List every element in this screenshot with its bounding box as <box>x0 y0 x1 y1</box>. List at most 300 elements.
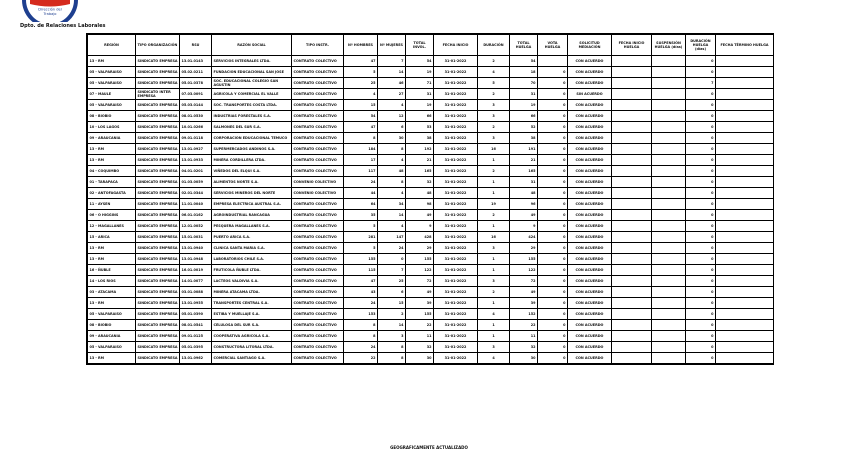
table-cell: 3 <box>478 243 510 254</box>
table-cell <box>716 166 774 177</box>
table-cell: CON ACUERDO <box>568 133 612 144</box>
table-cell <box>652 331 686 342</box>
table-cell: CONTRATO COLECTIVO <box>292 243 344 254</box>
table-cell <box>612 144 652 155</box>
table-cell <box>716 100 774 111</box>
table-cell: SINDICATO EMPRESA <box>136 232 180 243</box>
table-cell: 31-01-2022 <box>434 243 478 254</box>
table-cell: 1 <box>478 177 510 188</box>
table-cell: 31-01-2022 <box>434 188 478 199</box>
table-cell: CONTRATO COLECTIVO <box>292 331 344 342</box>
table-row <box>88 155 774 166</box>
table-cell: 7 <box>378 56 406 67</box>
table-cell: 14 <box>378 67 406 78</box>
table-cell <box>612 287 652 298</box>
table-cell: CON ACUERDO <box>568 221 612 232</box>
table-cell: 165 <box>510 166 538 177</box>
table-cell: 0 <box>686 111 716 122</box>
table-cell: 0 <box>538 100 568 111</box>
table-cell: 0 <box>686 144 716 155</box>
table-cell <box>652 111 686 122</box>
table-cell: 192 <box>406 144 434 155</box>
table-cell: 14 <box>378 320 406 331</box>
table-cell: 0 <box>686 188 716 199</box>
table-row <box>88 122 774 133</box>
table-cell: 2 <box>478 287 510 298</box>
table-cell: 2 <box>478 210 510 221</box>
direccion-trabajo-logo <box>20 0 80 22</box>
table-cell <box>716 254 774 265</box>
table-cell: 13.01.0962 <box>180 353 212 364</box>
column-header: FECHA INICIO HUELGA <box>612 35 652 56</box>
table-cell: SINDICATO EMPRESA <box>136 287 180 298</box>
table-cell <box>716 309 774 320</box>
table-cell: 13 - RM <box>88 243 136 254</box>
table-cell: 13.01.0948 <box>180 254 212 265</box>
table-cell: CON ACUERDO <box>568 309 612 320</box>
table-cell: EMPRESA ELECTRICA AUSTRAL S.A. <box>212 199 292 210</box>
table-cell: 0 <box>686 177 716 188</box>
table-cell: 13.01.0940 <box>180 243 212 254</box>
table-cell: 2 <box>478 122 510 133</box>
table-cell: 5 <box>344 67 378 78</box>
table-cell: SINDICATO EMPRESA <box>136 265 180 276</box>
table-cell: CON ACUERDO <box>568 210 612 221</box>
table-row <box>88 287 774 298</box>
table-cell: 29 <box>406 243 434 254</box>
column-header: REGIÓN <box>88 35 136 56</box>
table-cell: FUNDACION EDUCACIONAL SAN JOSE <box>212 67 292 78</box>
table-cell: CONTRATO COLECTIVO <box>292 100 344 111</box>
table-cell: 4 <box>378 155 406 166</box>
table-cell: 152 <box>510 309 538 320</box>
table-cell: 71 <box>406 78 434 89</box>
table-cell: 4 <box>378 188 406 199</box>
table-cell: 0 <box>538 265 568 276</box>
table-cell: FRUTICOLA ÑUBLE LTDA. <box>212 265 292 276</box>
table-cell: CON ACUERDO <box>568 188 612 199</box>
table-cell: 12 <box>378 111 406 122</box>
table-cell: 0 <box>686 210 716 221</box>
table-cell <box>716 89 774 100</box>
table-cell: 0 <box>538 188 568 199</box>
table-cell: 13.01.0933 <box>180 155 212 166</box>
table-cell: 0 <box>378 254 406 265</box>
table-cell: 428 <box>406 232 434 243</box>
column-header: Nº MUJERES <box>378 35 406 56</box>
table-cell <box>716 265 774 276</box>
table-cell: CON ACUERDO <box>568 56 612 67</box>
table-cell: 08.01.0541 <box>180 320 212 331</box>
table-cell: 31-01-2022 <box>434 111 478 122</box>
table-cell: CONTRATO COLECTIVO <box>292 254 344 265</box>
table-cell: CONTRATO COLECTIVO <box>292 155 344 166</box>
table-cell <box>716 221 774 232</box>
table-cell: CONVENIO COLECTIVO <box>292 188 344 199</box>
table-cell: LACTEOS VALDIVIA S.A. <box>212 276 292 287</box>
table-cell: 22 <box>406 320 434 331</box>
table-row <box>88 298 774 309</box>
table-cell: 0 <box>686 276 716 287</box>
table-cell: 8 <box>378 342 406 353</box>
logo-text-line-2: Trabajo <box>43 12 57 16</box>
table-cell: 32 <box>406 342 434 353</box>
table-cell <box>612 254 652 265</box>
table-cell: CONTRATO COLECTIVO <box>292 144 344 155</box>
table-cell: 3 <box>478 133 510 144</box>
table-cell: 0 <box>538 133 568 144</box>
table-row <box>88 232 774 243</box>
table-row <box>88 133 774 144</box>
table-cell: 0 <box>538 89 568 100</box>
table-cell: 18 <box>510 67 538 78</box>
table-cell: 12 - MAGALLANES <box>88 221 136 232</box>
table-cell: 0 <box>538 166 568 177</box>
table-cell: 06.01.0162 <box>180 210 212 221</box>
table-cell: 31-01-2022 <box>434 309 478 320</box>
table-cell: CONTRATO COLECTIVO <box>292 78 344 89</box>
table-cell <box>652 298 686 309</box>
table-cell: CON ACUERDO <box>568 276 612 287</box>
table-cell: 49 <box>510 210 538 221</box>
table-cell: CONTRATO COLECTIVO <box>292 298 344 309</box>
table-cell: CON ACUERDO <box>568 243 612 254</box>
column-header: TIPO INSTR. <box>292 35 344 56</box>
table-cell: 04.01.0201 <box>180 166 212 177</box>
table-cell: CONTRATO COLECTIVO <box>292 133 344 144</box>
table-cell: 7 <box>378 265 406 276</box>
table-cell: 05 - VALPARAISO <box>88 342 136 353</box>
table-cell <box>652 188 686 199</box>
table-cell: 9 <box>406 221 434 232</box>
table-cell: 0 <box>538 331 568 342</box>
column-header: VOTA HUELGA <box>538 35 568 56</box>
table-cell <box>612 133 652 144</box>
table-cell: 11 <box>406 331 434 342</box>
table-row <box>88 309 774 320</box>
table-cell <box>612 89 652 100</box>
table-cell: 147 <box>378 232 406 243</box>
table-cell: 16 - ÑUBLE <box>88 265 136 276</box>
column-header: DURACIÓN <box>478 35 510 56</box>
table-cell: 10 - LOS LAGOS <box>88 122 136 133</box>
table-row <box>88 265 774 276</box>
table-cell: 25 <box>344 78 378 89</box>
table-cell: SINDICATO EMPRESA <box>136 133 180 144</box>
table-cell: 31-01-2022 <box>434 221 478 232</box>
table-cell <box>652 166 686 177</box>
table-cell: 0 <box>538 254 568 265</box>
table-cell: 2 <box>478 89 510 100</box>
table-cell: 13 - RM <box>88 298 136 309</box>
table-cell: 31-01-2022 <box>434 342 478 353</box>
table-cell: 0 <box>686 298 716 309</box>
table-cell: 54 <box>510 56 538 67</box>
table-cell <box>716 232 774 243</box>
table-cell: 31-01-2022 <box>434 67 478 78</box>
header-row <box>88 35 774 56</box>
table-cell: 05 - VALPARAISO <box>88 78 136 89</box>
table-cell: 31-01-2022 <box>434 232 478 243</box>
table-cell: 1 <box>478 221 510 232</box>
table-cell: CONTRATO COLECTIVO <box>292 265 344 276</box>
table-cell: 05.01.0378 <box>180 78 212 89</box>
table-cell <box>652 144 686 155</box>
table-cell <box>716 199 774 210</box>
table-cell <box>716 133 774 144</box>
table-cell: 34 <box>378 199 406 210</box>
table-cell: 0 <box>538 276 568 287</box>
table-cell: 01.03.0059 <box>180 177 212 188</box>
table-cell: 17 <box>344 155 378 166</box>
table-cell: SINDICATO EMPRESA <box>136 210 180 221</box>
table-cell <box>612 342 652 353</box>
table-cell: 31 <box>510 89 538 100</box>
table-cell <box>612 331 652 342</box>
table-cell: 72 <box>406 276 434 287</box>
table-cell: 13 - RM <box>88 353 136 364</box>
table-cell: 44 <box>344 188 378 199</box>
table-cell: 96 <box>510 199 538 210</box>
table-cell: CONSTRUCTORA LITORAL LTDA. <box>212 342 292 353</box>
table-cell <box>652 78 686 89</box>
table-cell: 31-01-2022 <box>434 100 478 111</box>
table-cell: 0 <box>538 243 568 254</box>
table-cell: 11.01.0040 <box>180 199 212 210</box>
table-cell: SINDICATO EMPRESA <box>136 56 180 67</box>
table-cell: 09 - ARAUCANIA <box>88 331 136 342</box>
table-cell: CONTRATO COLECTIVO <box>292 166 344 177</box>
table-cell <box>652 276 686 287</box>
table-cell: CONTRATO COLECTIVO <box>292 122 344 133</box>
table-cell: 54 <box>406 56 434 67</box>
table-cell: SINDICATO EMPRESA <box>136 353 180 364</box>
table-cell <box>652 342 686 353</box>
table-cell: 15 - ARICA <box>88 232 136 243</box>
table-cell: 3 <box>478 111 510 122</box>
table-cell: 09.01.0118 <box>180 133 212 144</box>
column-header: TIPO ORGANIZACIÓN <box>136 35 180 56</box>
table-cell: 08 - BIOBIO <box>88 320 136 331</box>
table-cell: 24 <box>344 177 378 188</box>
table-cell: 0 <box>538 287 568 298</box>
table-cell: 16 <box>478 144 510 155</box>
table-cell <box>612 309 652 320</box>
table-cell: 02.01.0344 <box>180 188 212 199</box>
table-cell: 05.02.0211 <box>180 67 212 78</box>
table-cell: 31-01-2022 <box>434 199 478 210</box>
table-cell: CON ACUERDO <box>568 155 612 166</box>
table-cell: 70 <box>510 78 538 89</box>
table-cell: CON ACUERDO <box>568 100 612 111</box>
table-cell: 8 <box>378 177 406 188</box>
table-cell: 0 <box>538 111 568 122</box>
table-row <box>88 100 774 111</box>
table-cell <box>612 188 652 199</box>
table-cell <box>652 133 686 144</box>
table-cell: 31-01-2022 <box>434 287 478 298</box>
table-cell: SINDICATO EMPRESA <box>136 199 180 210</box>
table-cell: 122 <box>510 265 538 276</box>
table-cell: 3 <box>478 276 510 287</box>
table-cell <box>716 320 774 331</box>
table-cell: 31-01-2022 <box>434 276 478 287</box>
table-cell: 19 <box>406 100 434 111</box>
table-cell: 08.01.0530 <box>180 111 212 122</box>
table-cell <box>716 298 774 309</box>
table-cell: CONTRATO COLECTIVO <box>292 67 344 78</box>
table-cell: CONTRATO COLECTIVO <box>292 199 344 210</box>
table-cell: CONTRATO COLECTIVO <box>292 221 344 232</box>
table-cell <box>652 122 686 133</box>
table-cell: CON ACUERDO <box>568 177 612 188</box>
table-cell: 0 <box>686 122 716 133</box>
table-cell: 05.03.0144 <box>180 100 212 111</box>
table-cell: 48 <box>510 188 538 199</box>
table-cell: 07 - MAULE <box>88 89 136 100</box>
table-cell: 155 <box>344 254 378 265</box>
table-cell: 07.03.0091 <box>180 89 212 100</box>
table-cell: 30 <box>378 133 406 144</box>
table-cell: 31-01-2022 <box>434 89 478 100</box>
table-cell: 0 <box>686 331 716 342</box>
table-cell: 0 <box>538 342 568 353</box>
table-cell: SINDICATO EMPRESA <box>136 144 180 155</box>
table-cell <box>716 243 774 254</box>
table-cell: COMERCIAL SANTIAGO S.A. <box>212 353 292 364</box>
table-cell: SERVICIOS MINEROS DEL NORTE <box>212 188 292 199</box>
table-cell <box>538 56 568 67</box>
table-cell: 3 <box>378 331 406 342</box>
table-cell: SINDICATO EMPRESA <box>136 221 180 232</box>
table-cell <box>612 155 652 166</box>
table-cell: 31-01-2022 <box>434 56 478 67</box>
table-cell: SOC. TRANSPORTES COSTA LTDA. <box>212 100 292 111</box>
table-cell: 3 <box>478 100 510 111</box>
table-cell <box>652 232 686 243</box>
table-cell: CON ACUERDO <box>568 353 612 364</box>
table-row <box>88 221 774 232</box>
table-cell <box>612 265 652 276</box>
table-cell: 2 <box>478 56 510 67</box>
table-cell: 13 - RM <box>88 56 136 67</box>
table-cell: SINDICATO INTER EMPRESA <box>136 89 180 100</box>
table-cell: 5 <box>478 78 510 89</box>
table-cell <box>716 188 774 199</box>
table-cell: 03.01.0088 <box>180 287 212 298</box>
table-cell <box>612 210 652 221</box>
table-cell: 31-01-2022 <box>434 210 478 221</box>
table-cell: TRANSPORTES CENTRAL S.A. <box>212 298 292 309</box>
table-cell: 1 <box>478 298 510 309</box>
table-cell: 1 <box>478 155 510 166</box>
table-cell: 31-01-2022 <box>434 155 478 166</box>
table-cell: ALIMENTOS NORTE S.A. <box>212 177 292 188</box>
table-cell <box>716 177 774 188</box>
table-cell: 49 <box>406 287 434 298</box>
table-cell: SINDICATO EMPRESA <box>136 166 180 177</box>
table-cell: 38 <box>406 133 434 144</box>
table-cell <box>612 166 652 177</box>
table-cell: CON ACUERDO <box>568 287 612 298</box>
table-cell: SINDICATO EMPRESA <box>136 111 180 122</box>
table-cell <box>716 122 774 133</box>
table-head <box>88 35 774 56</box>
table-cell: 24 <box>344 342 378 353</box>
table-cell: 4 <box>478 353 510 364</box>
table-cell: 31-01-2022 <box>434 265 478 276</box>
table-cell: 22 <box>510 320 538 331</box>
table-cell: 29 <box>510 243 538 254</box>
table-cell <box>716 276 774 287</box>
table-cell: CON ACUERDO <box>568 298 612 309</box>
table-cell: 8 <box>344 133 378 144</box>
table-cell: 0 <box>686 309 716 320</box>
table-cell: MINERA CORDILLERA LTDA. <box>212 155 292 166</box>
table-row <box>88 188 774 199</box>
table-cell: CON ACUERDO <box>568 67 612 78</box>
table-cell <box>652 199 686 210</box>
table-cell <box>612 122 652 133</box>
table-cell: CONTRATO COLECTIVO <box>292 89 344 100</box>
table-row <box>88 199 774 210</box>
table-cell: 0 <box>686 232 716 243</box>
table-row <box>88 276 774 287</box>
table-cell: 16 <box>478 232 510 243</box>
table-cell: CONTRATO COLECTIVO <box>292 342 344 353</box>
table-cell: 4 <box>344 89 378 100</box>
table-cell: CON ACUERDO <box>568 320 612 331</box>
table-cell: 25 <box>378 276 406 287</box>
table-cell <box>612 232 652 243</box>
table-cell: 0 <box>686 265 716 276</box>
table-cell: 153 <box>344 309 378 320</box>
table-cell <box>612 177 652 188</box>
table-cell: 21 <box>406 155 434 166</box>
table-cell: 0 <box>538 122 568 133</box>
table-cell <box>652 353 686 364</box>
table-cell: 424 <box>510 232 538 243</box>
table-row <box>88 254 774 265</box>
table-cell: 0 <box>686 353 716 364</box>
table-cell: 0 <box>538 320 568 331</box>
table-cell: 09.01.0125 <box>180 331 212 342</box>
table-cell <box>612 221 652 232</box>
table-cell: 14 - LOS RIOS <box>88 276 136 287</box>
table-row <box>88 243 774 254</box>
table-cell <box>652 210 686 221</box>
table-cell <box>652 155 686 166</box>
table-cell: 0 <box>686 89 716 100</box>
table-cell: 13.01.0927 <box>180 144 212 155</box>
table-cell: 19 <box>478 199 510 210</box>
table-cell <box>716 67 774 78</box>
table-cell <box>612 78 652 89</box>
table-cell: 0 <box>686 199 716 210</box>
table-row <box>88 177 774 188</box>
table-cell: 0 <box>686 166 716 177</box>
table-cell: 31 <box>406 89 434 100</box>
table-cell: VIÑEDOS DEL ELQUI S.A. <box>212 166 292 177</box>
table-cell: CONTRATO COLECTIVO <box>292 309 344 320</box>
column-header: SOLICITUD MEDIACIÓN <box>568 35 612 56</box>
table-cell: 8 <box>344 331 378 342</box>
table-cell: 31-01-2022 <box>434 144 478 155</box>
table-cell: 48 <box>378 166 406 177</box>
table-cell <box>716 111 774 122</box>
table-cell: 14 <box>378 210 406 221</box>
table-cell: CON ACUERDO <box>568 144 612 155</box>
